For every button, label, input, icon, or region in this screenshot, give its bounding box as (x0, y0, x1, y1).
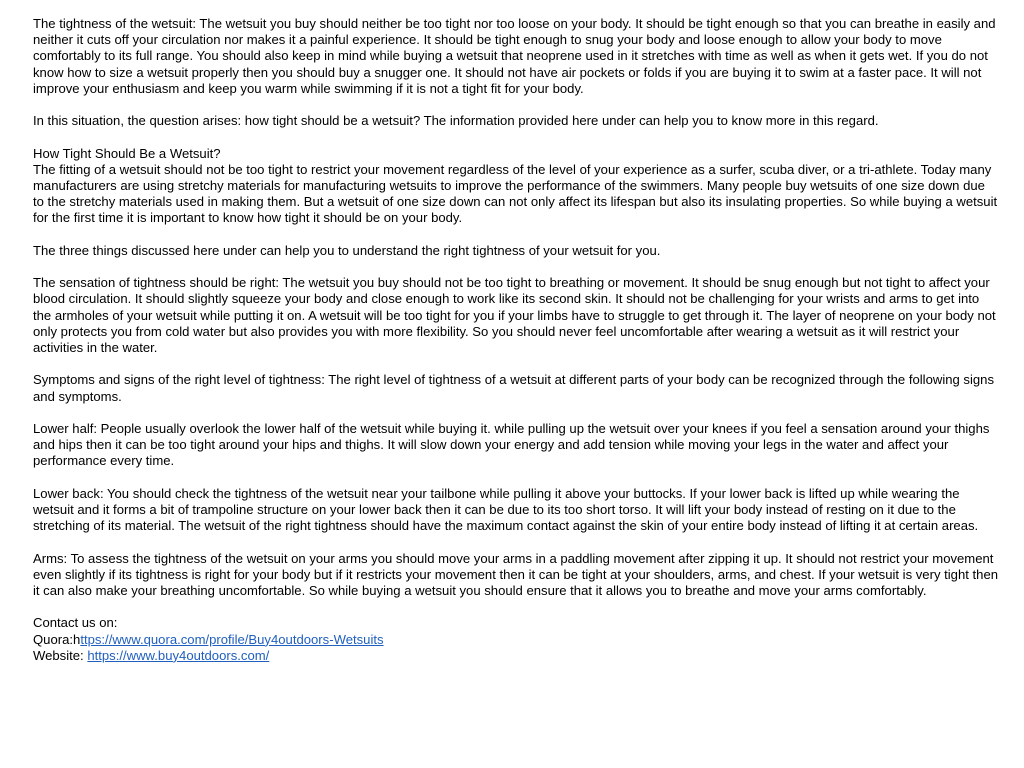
website-line (33, 648, 998, 664)
section-body: The fitting of a wetsuit should not be too tight to restrict your movement regardless of the level of your experience as a surfer, scuba diver, or a tri-athlete. Today many manufacturers are using stretchy materials for manufacturing wetsuits to improve the performance of the swimmers. Many people buy wetsuits of one size down due to the stretchy materials used in making them. But a wetsuit of one size down can not only affect its lifespan but also its insulating properties. So while buying a wetsuit for the first time it is important to know how tight it should be on your body. (33, 161, 998, 226)
contact-heading: Contact us on: (33, 615, 118, 631)
paragraph-lower-back: Lower back: You should check the tightness of the wetsuit near your tailbone while pulling it above your buttocks. If your lower back is lifted up while wearing the wetsuit and it forms a bit of trampoline structure on your lower back then it can be due to its too short torso. It will lift your body instead of resting on it due to the stretching of its material. The wetsuit of the right tightness should have the maximum contact against the skin of your entire body instead of lifting it at certain areas. (33, 485, 979, 534)
quora-label: Quora:h (33, 631, 81, 647)
section-how-tight (33, 146, 998, 227)
paragraph-sensation: The sensation of tightness should be right: The wetsuit you buy should not be too tight to breathing or movement. It should be snug enough but not tight to affect your blood circulation. It should slightly squeeze your body and close enough to work like its second skin. It should not be challenging for your wrists and arms to get into the armholes of your wetsuit while putting it on. A wetsuit will be too tight for you if your limbs have to struggle to get through it. The layer of neoprene on your body not only protects you from cold water but also provides you with more flexibility. So you should never feel uncomfortable after wearing a wetsuit as it will restrict your activities in the water. (33, 275, 996, 355)
website-label: Website: (33, 647, 88, 663)
quora-line (33, 632, 998, 648)
paragraph-three-things: The three things discussed here under can help you to understand the right tightness of your wetsuit for you. (33, 242, 661, 258)
paragraph-lower-half: Lower half: People usually overlook the lower half of the wetsuit while buying it. while pulling up the wetsuit over your knees if you feel a sensation around your thighs and hips then it can be too tight around your hips and thighs. It will slow down your energy and add tension while moving your legs in the water and affect your performance every time. (33, 420, 990, 469)
website-link[interactable]: https://www.buy4outdoors.com/ (87, 647, 270, 663)
paragraph-arms: Arms: To assess the tightness of the wetsuit on your arms you should move your arms in a paddling movement after zipping it up. It should not restrict your movement even slightly if its tightness is right for your body but if it restricts your movement then it can be tight at your shoulders, arms, and chest. If your wetsuit is very tight then it can also make your breathing uncomfortable. So while buying a wetsuit you should ensure that it allows you to breathe and move your arms comfortably. (33, 550, 999, 598)
paragraph-question: In this situation, the question arises: how tight should be a wetsuit? The information provided here under can help you to know more in this regard. (33, 113, 879, 129)
paragraph-wetsuit-tightness: The tightness of the wetsuit: The wetsuit you buy should neither be too tight nor too loose on your body. It should be tight enough so that you can breathe in easily and neither it cuts off your circulation nor makes it a painful experience. It should be tight enough to snug your body and loose enough to allow your body to move comfortably to its full range. You should also keep in mind while buying a wetsuit that neoprene used in it stretches with time as well as when it gets wet. If you do not know how to size a wetsuit properly then you should buy a snugger one. It should not have air pockets or folds if you are buying it to swim at a faster pace. It will not improve your enthusiasm and keep you warm while swimming if it is not a tight fit for your body. (33, 16, 996, 96)
contact-block (33, 615, 998, 664)
section-heading: How Tight Should Be a Wetsuit? (33, 145, 221, 161)
document-page (33, 16, 998, 664)
quora-link[interactable]: ttps://www.quora.com/profile/Buy4outdoors-Wetsuits (80, 631, 384, 647)
paragraph-symptoms: Symptoms and signs of the right level of tightness: The right level of tightness of a wetsuit at different parts of your body can be recognized through the following signs and symptoms. (33, 372, 994, 404)
